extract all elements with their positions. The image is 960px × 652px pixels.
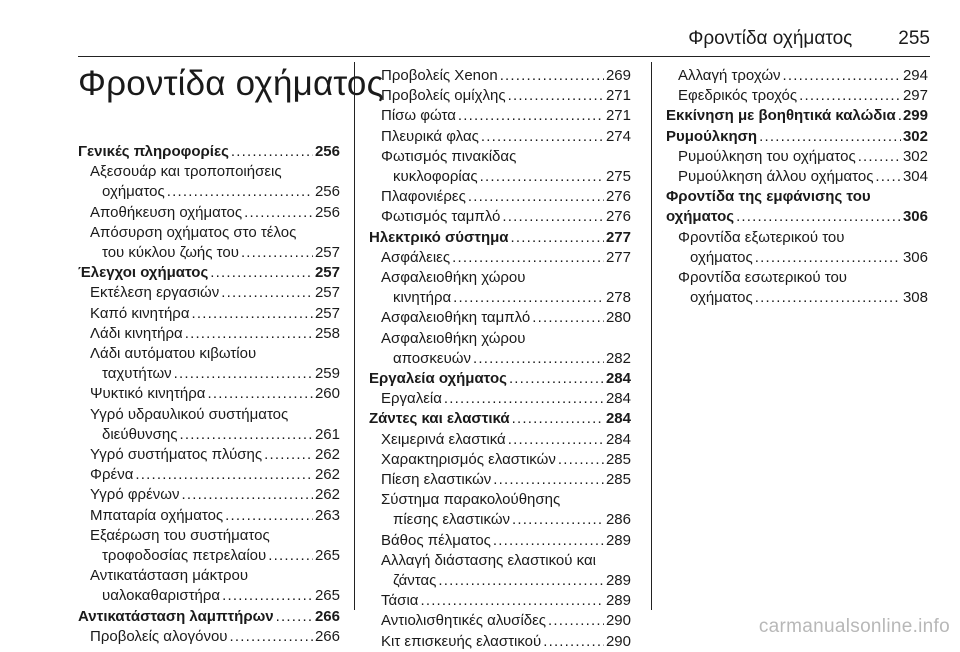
toc-entry-title: οχήματος — [666, 208, 735, 226]
toc-leader-dots — [135, 465, 313, 485]
toc-entry-wrapped[interactable] — [369, 490, 631, 530]
toc-leader-dots — [444, 389, 604, 409]
toc-entry-title: Γενικές πληροφορίες — [78, 143, 229, 160]
toc-leader-dots — [210, 263, 313, 283]
running-head-title: Φροντίδα οχήματος — [688, 28, 853, 49]
toc-entry-title: Πίεση ελαστικών — [381, 471, 492, 489]
toc-leader-dots — [185, 324, 313, 344]
toc-leader-dots — [222, 586, 313, 606]
toc-entry-title: Ζάντες και ελαστικά — [369, 410, 510, 428]
toc-page-number: 274 — [605, 127, 631, 145]
toc-leader-dots — [458, 106, 604, 126]
toc-page-number: 271 — [605, 107, 631, 125]
toc-entry-title: κινητήρα — [393, 289, 452, 307]
toc-leader-dots — [167, 182, 313, 202]
toc-page-number: 285 — [605, 450, 631, 468]
toc-entry-title: Χαρακτηρισμός ελαστικών — [381, 450, 556, 468]
toc-entry[interactable] — [369, 106, 631, 126]
toc-entry-title: οχήματος — [690, 289, 753, 307]
toc-leader-dots — [231, 142, 313, 162]
toc-entry-title: Εκκίνηση με βοηθητικά καλώδια — [666, 107, 896, 125]
toc-page-number: 280 — [605, 309, 631, 327]
toc-entry[interactable] — [78, 506, 340, 526]
toc-entry-wrapped[interactable] — [666, 228, 928, 268]
toc-entry[interactable] — [369, 571, 631, 591]
toc-leader-dots — [509, 369, 604, 389]
toc-entry-title: Ρυμούλκηση — [666, 127, 758, 145]
toc-page-number: 261 — [314, 425, 340, 443]
toc-entry-wrapped[interactable] — [78, 566, 340, 606]
toc-leader-dots — [276, 607, 313, 627]
toc-entry-title: ζάντας — [393, 572, 437, 590]
toc-leader-dots — [480, 167, 604, 187]
toc-entry[interactable] — [78, 324, 340, 344]
toc-leader-dots — [452, 248, 604, 268]
toc-entry[interactable] — [369, 470, 631, 490]
toc-entry-wrapped[interactable] — [369, 551, 631, 591]
header-rule — [78, 56, 930, 57]
toc-entry-title: υαλοκαθαριστήρα — [102, 587, 221, 605]
toc-leader-dots — [473, 349, 604, 369]
toc-entry[interactable] — [78, 586, 340, 606]
toc-page-number: 302 — [902, 127, 928, 145]
toc-entry-title: οχήματος — [102, 183, 165, 201]
toc-leader-dots — [875, 167, 901, 187]
toc-entry-title: Μπαταρία οχήματος — [90, 506, 224, 524]
toc-entry[interactable] — [369, 389, 631, 409]
toc-page-number: 284 — [605, 390, 631, 408]
toc-entry[interactable] — [666, 127, 928, 147]
toc-page-number: 275 — [605, 168, 631, 186]
toc-entry-title: Αποθήκευση οχήματος — [90, 203, 243, 221]
toc-entry-title: Πλαφονιέρες — [381, 188, 466, 206]
toc-entry[interactable] — [369, 127, 631, 147]
toc-entry[interactable] — [78, 627, 340, 647]
toc-entry[interactable] — [369, 167, 631, 187]
toc-entry[interactable] — [78, 465, 340, 485]
toc-page-number: 257 — [314, 284, 340, 302]
toc-page-number: 259 — [314, 365, 340, 383]
toc-entry[interactable] — [369, 409, 631, 429]
toc-entry[interactable] — [369, 207, 631, 227]
toc-page-number: 286 — [605, 511, 631, 529]
toc-leader-dots — [221, 283, 313, 303]
toc-entry[interactable] — [369, 187, 631, 207]
toc-entry[interactable] — [666, 147, 928, 167]
toc-entry[interactable] — [666, 167, 928, 187]
toc-entry-wrapped[interactable] — [78, 526, 340, 566]
toc-page-number: 265 — [314, 547, 340, 565]
toc-entry[interactable] — [78, 485, 340, 505]
toc-entry-title: οχήματος — [690, 248, 753, 266]
toc-entry-title: Πίσω φώτα — [381, 107, 456, 125]
toc-entry[interactable] — [78, 203, 340, 223]
toc-entry-title-line1: Αντικατάσταση μάκτρου — [90, 567, 249, 585]
toc-leader-dots — [558, 450, 604, 470]
toc-entry-title-line1: Αξεσουάρ και τροποποιήσεις — [90, 163, 282, 181]
toc-page-number: 278 — [605, 289, 631, 307]
toc-entry[interactable] — [78, 425, 340, 445]
toc-entry[interactable] — [78, 445, 340, 465]
toc-page-number: 308 — [902, 289, 928, 307]
toc-page-number: 262 — [314, 486, 340, 504]
toc-entry-title: Φρένα — [90, 466, 134, 484]
toc-entry-title: Ασφάλειες — [381, 248, 451, 266]
toc-column-3 — [666, 66, 928, 308]
toc-entry-wrapped[interactable] — [369, 268, 631, 308]
toc-entry-title: Προβολείς ομίχλης — [381, 87, 506, 105]
toc-entry-title-line1: Απόσυρση οχήματος στο τέλος — [90, 223, 297, 241]
toc-page-number: 265 — [314, 587, 340, 605]
toc-entry-title: πίεσης ελαστικών — [393, 511, 511, 529]
toc-entry-title-line1: Φροντίδα εσωτερικού του — [678, 269, 847, 287]
toc-leader-dots — [264, 445, 313, 465]
toc-entry-title: του κύκλου ζωής του — [102, 244, 239, 262]
toc-entry-title: Προβολείς αλογόνου — [90, 627, 228, 645]
toc-leader-dots — [468, 187, 604, 207]
toc-page-number: 302 — [902, 147, 928, 165]
toc-entry-title: διεύθυνσης — [102, 425, 178, 443]
toc-leader-dots — [453, 288, 604, 308]
toc-page-number: 256 — [314, 183, 340, 201]
toc-page-number: 262 — [314, 446, 340, 464]
toc-entry-title: Εργαλεία οχήματος — [369, 370, 507, 388]
toc-entry[interactable] — [369, 248, 631, 268]
toc-entry[interactable] — [369, 349, 631, 369]
toc-entry[interactable] — [369, 66, 631, 86]
toc-page-number: 290 — [605, 612, 631, 630]
toc-page-number: 290 — [605, 632, 631, 650]
toc-page-number: 297 — [902, 87, 928, 105]
toc-page-number: 284 — [605, 410, 631, 428]
toc-entry-title-line1: Φωτισμός πινακίδας — [381, 147, 517, 165]
toc-leader-dots — [481, 127, 604, 147]
toc-entry[interactable] — [78, 142, 340, 162]
toc-leader-dots — [512, 409, 604, 429]
toc-entry-wrapped[interactable] — [666, 187, 928, 227]
toc-entry-title: Λάδι κινητήρα — [90, 324, 183, 342]
toc-entry-title: Κιτ επισκευής ελαστικού — [381, 632, 542, 650]
toc-entry-title: Ρυμούλκηση άλλου οχήματος — [678, 168, 874, 186]
toc-entry[interactable] — [78, 384, 340, 404]
toc-entry-title: Αντιολισθητικές αλυσίδες — [381, 612, 547, 630]
toc-leader-dots — [508, 430, 604, 450]
toc-leader-dots — [182, 485, 313, 505]
toc-entry-wrapped[interactable] — [666, 268, 928, 308]
toc-leader-dots — [174, 364, 313, 384]
toc-leader-dots — [229, 627, 312, 647]
toc-leader-dots — [420, 591, 604, 611]
toc-entry[interactable] — [369, 450, 631, 470]
toc-page-number: 284 — [605, 370, 631, 388]
toc-leader-dots — [225, 506, 313, 526]
toc-leader-dots — [502, 207, 604, 227]
toc-page-number: 289 — [605, 572, 631, 590]
toc-entry-title-line1: Φροντίδα εξωτερικού του — [678, 228, 845, 246]
toc-leader-dots — [500, 66, 604, 86]
toc-page-number: 299 — [902, 107, 928, 125]
toc-entry[interactable] — [666, 207, 928, 227]
toc-page-number: 257 — [314, 304, 340, 322]
page-number: 255 — [898, 28, 930, 49]
toc-page-number: 256 — [314, 143, 340, 160]
toc-entry-title: τροφοδοσίας πετρελαίου — [102, 547, 267, 565]
toc-entry-title: Υγρό συστήματος πλύσης — [90, 446, 263, 464]
toc-leader-dots — [755, 248, 901, 268]
toc-page-number: 282 — [605, 349, 631, 367]
toc-entry-wrapped[interactable] — [78, 405, 340, 445]
chapter-title: Φροντίδα οχήματος — [78, 64, 384, 103]
toc-entry[interactable] — [369, 228, 631, 248]
toc-page-number: 262 — [314, 466, 340, 484]
toc-page-number: 271 — [605, 87, 631, 105]
toc-leader-dots — [179, 425, 313, 445]
column-divider-2 — [651, 62, 652, 610]
toc-entry[interactable] — [666, 86, 928, 106]
toc-entry[interactable] — [78, 304, 340, 324]
toc-leader-dots — [207, 384, 313, 404]
toc-page-number: 258 — [314, 324, 340, 342]
toc-entry[interactable] — [369, 510, 631, 530]
toc-entry[interactable] — [369, 288, 631, 308]
toc-entry[interactable] — [369, 611, 631, 631]
toc-entry-title: Βάθος πέλματος — [381, 531, 491, 549]
toc-page-number: 306 — [902, 248, 928, 266]
toc-entry-title-line1: Υγρό υδραυλικού συστήματος — [90, 405, 289, 423]
toc-entry-title: Φωτισμός ταμπλό — [381, 208, 501, 226]
toc-entry-title: Ψυκτικό κινητήρα — [90, 385, 206, 403]
toc-entry-title: Εκτέλεση εργασιών — [90, 284, 220, 302]
toc-page-number: 284 — [605, 430, 631, 448]
toc-leader-dots — [736, 207, 901, 227]
toc-leader-dots — [548, 611, 604, 631]
toc-page-number: 266 — [314, 627, 340, 645]
toc-entry-title: Εργαλεία — [381, 390, 442, 408]
toc-entry-title: Υγρό φρένων — [90, 486, 180, 504]
toc-page-number: 266 — [314, 607, 340, 625]
toc-entry-title: Αλλαγή τροχών — [678, 67, 781, 84]
toc-entry-title: Αντικατάσταση λαμπτήρων — [78, 607, 274, 625]
toc-leader-dots — [755, 288, 901, 308]
toc-entry-title-line1: Λάδι αυτόματου κιβωτίου — [90, 345, 257, 363]
toc-entry-title: Εφεδρικός τροχός — [678, 87, 798, 105]
toc-entry-title: Τάσια — [381, 592, 419, 610]
toc-entry[interactable] — [369, 531, 631, 551]
toc-entry-title: Ηλεκτρικό σύστημα — [369, 228, 509, 246]
toc-page-number: 277 — [605, 228, 631, 246]
toc-entry-title-line1: Αλλαγή διάστασης ελαστικού και — [381, 551, 596, 569]
toc-entry[interactable] — [666, 288, 928, 308]
watermark: carmanualsonline.info — [758, 616, 950, 637]
toc-entry-wrapped[interactable] — [78, 223, 340, 263]
toc-entry[interactable] — [369, 369, 631, 389]
toc-column-2 — [369, 66, 631, 652]
toc-leader-dots — [799, 86, 901, 106]
toc-leader-dots — [241, 243, 313, 263]
toc-leader-dots — [898, 106, 901, 126]
toc-page-number: 277 — [605, 248, 631, 266]
toc-entry[interactable] — [369, 430, 631, 450]
toc-leader-dots — [493, 470, 604, 490]
toc-entry-title: Πλευρικά φλας — [381, 127, 479, 145]
toc-entry[interactable] — [369, 86, 631, 106]
toc-page-number: 285 — [605, 471, 631, 489]
toc-leader-dots — [244, 203, 313, 223]
column-divider-1 — [354, 62, 355, 610]
toc-page-number: 276 — [605, 188, 631, 206]
toc-page-number: 289 — [605, 531, 631, 549]
toc-entry-title: ταχυτήτων — [102, 365, 172, 383]
toc-entry-wrapped[interactable] — [78, 344, 340, 384]
toc-leader-dots — [759, 127, 901, 147]
toc-page-number: 289 — [605, 592, 631, 610]
running-head — [330, 28, 930, 50]
toc-entry[interactable] — [666, 248, 928, 268]
toc-entry-title: Ρυμούλκηση του οχήματος — [678, 147, 856, 165]
toc-entry[interactable] — [666, 66, 928, 86]
toc-entry-title-line1: Ασφαλειοθήκη χώρου — [381, 329, 526, 347]
toc-entry-wrapped[interactable] — [369, 147, 631, 187]
toc-entry[interactable] — [78, 364, 340, 384]
toc-entry-title-line1: Φροντίδα της εμφάνισης του — [666, 188, 871, 206]
toc-leader-dots — [858, 147, 901, 167]
toc-entry[interactable] — [78, 546, 340, 566]
toc-entry[interactable] — [369, 591, 631, 611]
toc-entry[interactable] — [78, 243, 340, 263]
toc-leader-dots — [493, 531, 604, 551]
toc-entry-wrapped[interactable] — [369, 329, 631, 369]
toc-entry-title-line1: Εξαέρωση του συστήματος — [90, 526, 270, 544]
toc-entry[interactable] — [666, 106, 928, 126]
toc-leader-dots — [511, 228, 604, 248]
toc-entry[interactable] — [369, 308, 631, 328]
toc-page-number: 263 — [314, 506, 340, 524]
toc-leader-dots — [438, 571, 604, 591]
toc-entry[interactable] — [78, 182, 340, 202]
toc-page-number: 294 — [902, 67, 928, 84]
toc-entry[interactable] — [78, 283, 340, 303]
toc-entry-title: Προβολείς Xenon — [381, 67, 498, 84]
toc-page-number: 304 — [902, 168, 928, 186]
toc-page-number: 257 — [314, 264, 340, 282]
toc-entry-title: Χειμερινά ελαστικά — [381, 430, 506, 448]
toc-entry-title: Ασφαλειοθήκη ταμπλό — [381, 309, 531, 327]
toc-page-number: 276 — [605, 208, 631, 226]
toc-leader-dots — [192, 304, 313, 324]
toc-page-number: 269 — [605, 67, 631, 84]
toc-entry[interactable] — [78, 263, 340, 283]
toc-entry-title: Καπό κινητήρα — [90, 304, 190, 322]
toc-leader-dots — [508, 86, 604, 106]
toc-entry-title: αποσκευών — [393, 349, 472, 367]
toc-leader-dots — [783, 66, 901, 86]
toc-page-number: 306 — [902, 208, 928, 226]
toc-entry-title: Έλεγχοι οχήματος — [78, 264, 209, 282]
toc-column-1 — [78, 142, 340, 647]
toc-entry-wrapped[interactable] — [78, 162, 340, 202]
toc-leader-dots — [512, 510, 604, 530]
toc-leader-dots — [532, 308, 604, 328]
toc-entry-title-line1: Σύστημα παρακολούθησης — [381, 491, 561, 509]
toc-entry-title-line1: Ασφαλειοθήκη χώρου — [381, 269, 526, 287]
toc-entry-title: κυκλοφορίας — [393, 168, 478, 186]
toc-page-number: 257 — [314, 244, 340, 262]
toc-page-number: 256 — [314, 203, 340, 221]
toc-leader-dots — [268, 546, 313, 566]
toc-page-number: 260 — [314, 385, 340, 403]
toc-entry[interactable] — [78, 607, 340, 627]
